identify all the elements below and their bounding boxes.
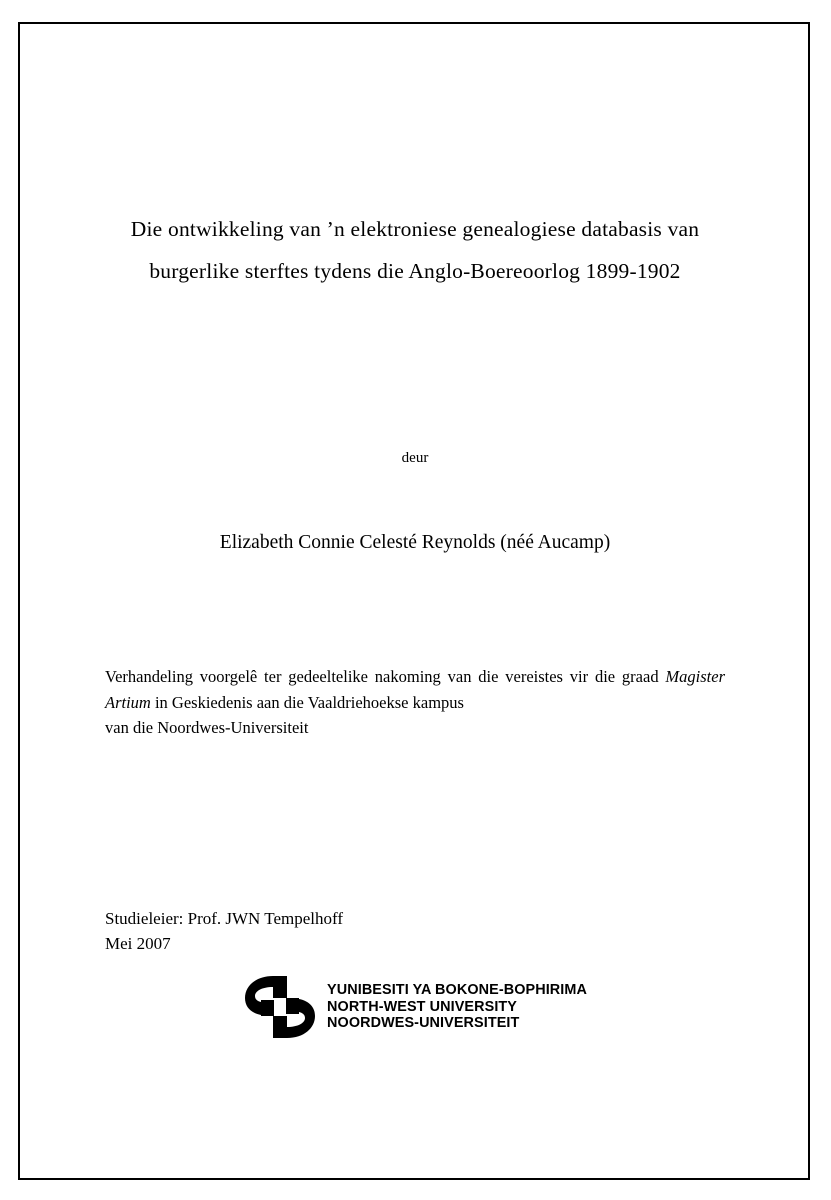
logo-line-3: NOORDWES-UNIVERSITEIT <box>327 1015 520 1032</box>
page-content <box>95 22 735 1180</box>
document-title <box>95 208 735 292</box>
logo-line-1: YUNIBESITI YA BOKONE-BOPHIRIMA <box>327 982 587 999</box>
logo-line-2: NORTH-WEST UNIVERSITY <box>327 998 518 1015</box>
supervisor-line: Studieleier: Prof. JWN Tempelhoff <box>105 909 344 928</box>
author-name: Elizabeth Connie Celesté Reynolds (néé Aucamp) <box>219 532 611 553</box>
date-line: Mei 2007 <box>105 934 171 953</box>
statement-line-3: van die Noordwes-Universiteit <box>105 718 309 737</box>
degree-statement <box>105 664 725 741</box>
university-logo <box>95 974 735 1040</box>
nwu-logo-icon <box>243 974 317 1040</box>
supervisor-block <box>105 906 725 956</box>
statement-part-2: in Geskiedenis aan die Vaaldriehoekse kampus <box>150 692 464 712</box>
degree-statement-paragraph <box>105 664 725 715</box>
statement-part-1: Verhandeling voorgelê ter gedeeltelike nakoming van die vereistes vir die graad <box>105 667 666 686</box>
title-line-1: Die ontwikkeling van ’n elektroniese genealogiese databasis van <box>130 217 700 241</box>
title-line-2: burgerlike sterftes tydens die Anglo-Boereoorlog 1899-1902 <box>149 259 681 283</box>
degree-name: Magister Artium <box>105 667 725 712</box>
logo-text-block <box>327 982 587 1032</box>
by-label: deur <box>401 450 429 466</box>
